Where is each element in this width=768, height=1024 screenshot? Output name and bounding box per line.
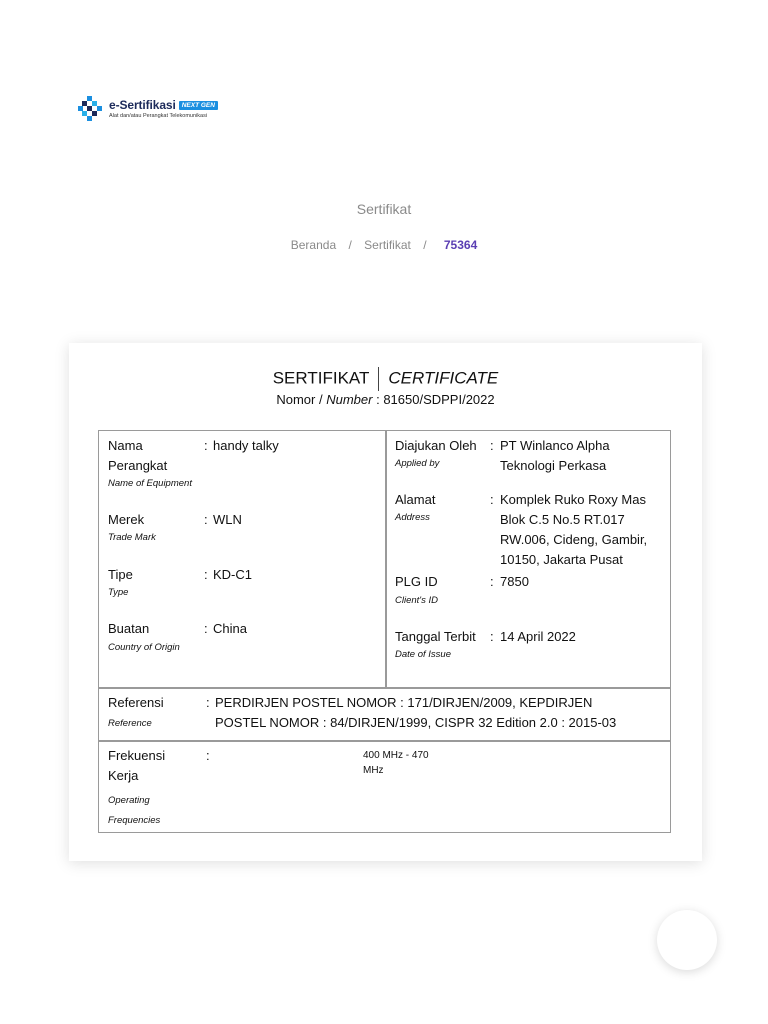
colon: : [204, 512, 208, 527]
reference-sublabel: Reference [108, 718, 152, 729]
colon: : [204, 567, 208, 582]
issue-date-sublabel: Date of Issue [395, 649, 451, 660]
certificate-title [69, 367, 702, 391]
page-title: Sertifikat [356, 201, 412, 217]
issue-date-value: 14 April 2022 [500, 629, 576, 644]
certificate-number [69, 392, 702, 407]
colon: : [490, 629, 494, 644]
certificate-card [69, 343, 702, 861]
colon: : [490, 574, 494, 589]
plg-id-label: PLG ID [395, 574, 438, 589]
colon: : [206, 748, 210, 763]
type-label: Tipe [108, 567, 133, 582]
type-value: KD-C1 [213, 567, 253, 582]
address-label: Alamat [395, 492, 436, 507]
reference-label: Referensi [108, 695, 164, 710]
reference-value: PERDIRJEN POSTEL NOMOR : 171/DIRJEN/2009, KEPDIRJEN POSTEL NOMOR : 84/DIRJEN/1999, CISPR 32 Edition 2.0 : 2015-03 [215, 695, 617, 730]
brand-value: WLN [213, 512, 242, 527]
logo-mark-icon [78, 96, 104, 124]
breadcrumb-current: 75364 [443, 238, 478, 252]
certificate-details-table [98, 430, 671, 833]
breadcrumb [0, 238, 768, 252]
plg-id-value: 7850 [500, 574, 529, 589]
colon: : [490, 492, 494, 507]
number-label-id: Nomor / [276, 392, 323, 407]
origin-value: China [213, 621, 247, 636]
name-label: Nama Perangkat [108, 438, 168, 473]
colon: : [204, 621, 208, 636]
origin-sublabel: Country of Origin [108, 642, 180, 653]
colon: : [490, 438, 494, 453]
applicant-label: Diajukan Oleh [395, 438, 477, 453]
frequency-value: 400 MHz - 470 MHz [363, 750, 429, 776]
frequency-label: Frekuensi Kerja [108, 748, 166, 783]
number-label-en: Number [326, 392, 373, 407]
colon: : [204, 438, 208, 453]
frequency-sublabel: Operating Frequencies [108, 795, 161, 826]
plg-id-sublabel: Client's ID [395, 595, 438, 606]
certificate-title-en: CERTIFICATE [388, 368, 499, 388]
applicant-value: PT Winlanco Alpha Teknologi Perkasa [500, 438, 610, 473]
name-sublabel: Name of Equipment [108, 478, 192, 489]
logo-tagline: Alat dan/atau Perangkat Telekomunikasi [109, 113, 208, 119]
type-sublabel: Type [108, 587, 129, 598]
number-value: : 81650/SDPPI/2022 [376, 392, 495, 407]
origin-label: Buatan [108, 621, 150, 636]
title-divider [378, 367, 379, 391]
colon: : [206, 695, 210, 710]
applicant-sublabel: Applied by [395, 458, 440, 469]
address-value: Komplek Ruko Roxy Mas Blok C.5 No.5 RT.017 RW.006, Cideng, Gambir, 10150, Jakarta Pusat [500, 492, 648, 567]
address-sublabel: Address [395, 512, 430, 523]
brand-label: Merek [108, 512, 145, 527]
brand-sublabel: Trade Mark [108, 532, 156, 543]
breadcrumb-separator: / [423, 238, 427, 252]
breadcrumb-home[interactable]: Beranda [290, 238, 337, 252]
app-logo[interactable] [78, 96, 218, 126]
issue-date-label: Tanggal Terbit [395, 629, 476, 644]
floating-action-button[interactable] [657, 910, 717, 970]
logo-name: e-Sertifikasi [109, 98, 176, 112]
certificate-title-id: SERTIFIKAT [272, 368, 370, 388]
breadcrumb-sertifikat[interactable]: Sertifikat [364, 238, 411, 252]
logo-badge: NEXT GEN [179, 101, 218, 110]
name-value: handy talky [213, 438, 279, 453]
breadcrumb-separator: / [348, 238, 352, 252]
